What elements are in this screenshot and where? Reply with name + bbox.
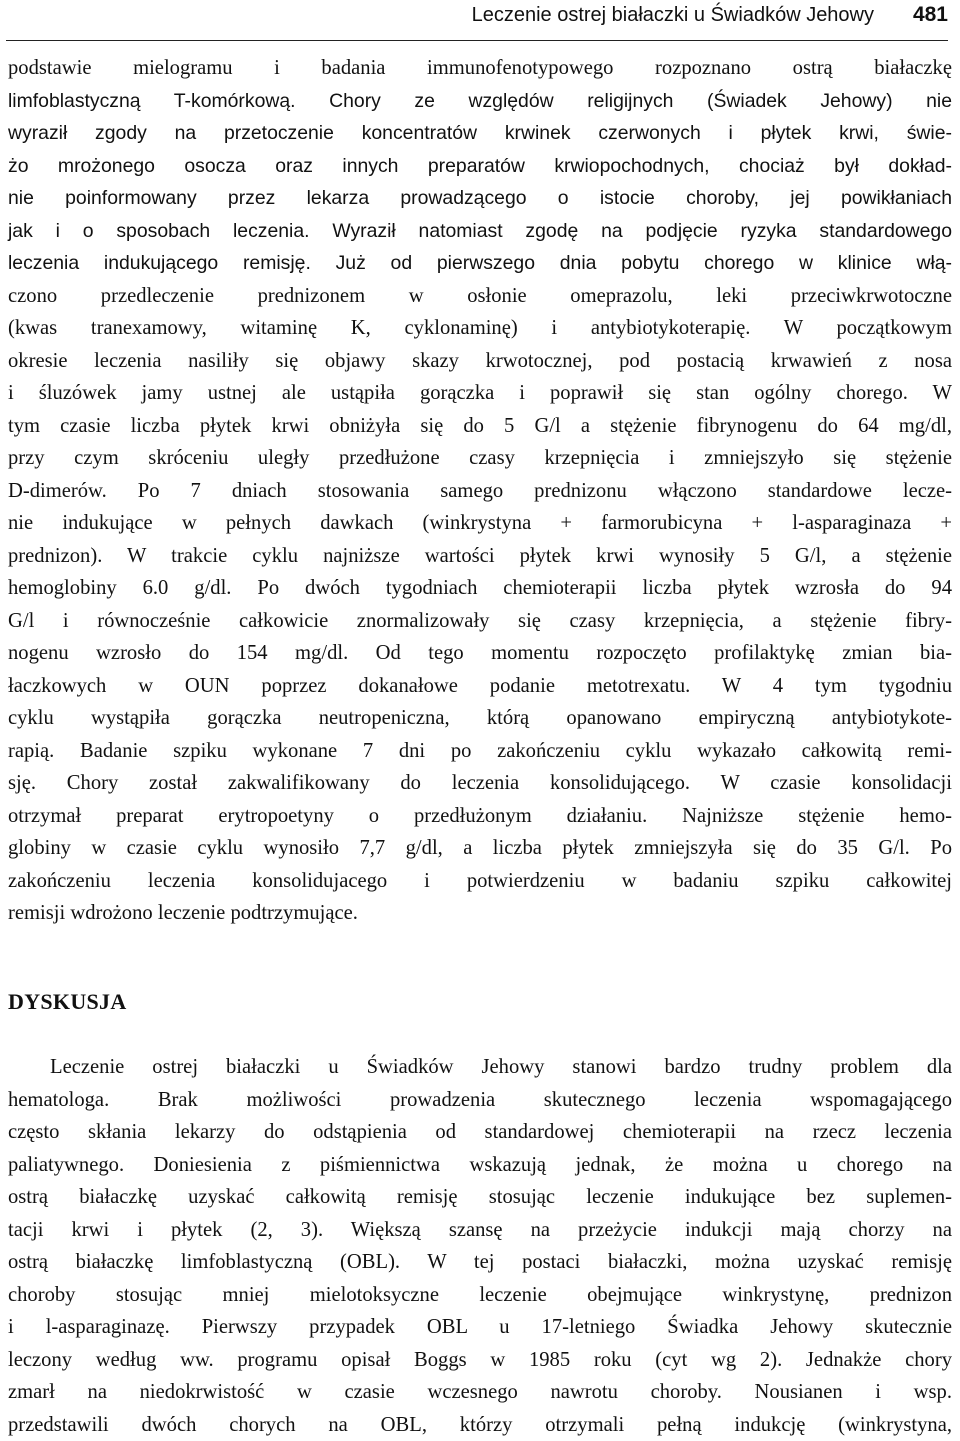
text-line: cyklu wystąpiła gorączka neutropeniczna, którą opanowano empiryczną antybiotykote- — [8, 702, 952, 735]
text-line: Leczenie ostrej białaczki u Świadków Jehowy stanowi bardzo trudny problem dla — [8, 1051, 952, 1084]
text-line: i śluzówek jamy ustnej ale ustąpiła gorączka i poprawił się stan ogólny chorego. W — [8, 377, 952, 410]
text-line: przy czym skróceniu uległy przedłużone czasy krzepnięcia i zmniejszyło się stężenie — [8, 442, 952, 475]
text-line: remisji wdrożono leczenie podtrzymujące. — [8, 897, 952, 930]
section-heading-dyskusja: DYSKUSJA — [8, 989, 127, 1015]
text-line: ostrą białaczkę limfoblastyczną (OBL). W tej postaci białaczki, można uzyskać remisję — [8, 1246, 952, 1279]
text-line: rapią. Badanie szpiku wykonane 7 dni po zakończeniu cyklu wykazało całkowitą remi- — [8, 735, 952, 768]
text-line: nogenu wzrosło do 154 mg/dl. Od tego momentu rozpoczęto profilaktykę zmian bia- — [8, 637, 952, 670]
text-line: okresie leczenia nasiliły się objawy skazy krwotocznej, pod postacią krwawień z nosa — [8, 345, 952, 378]
text-line: D-dimerów. Po 7 dniach stosowania samego prednizonu włączono standardowe lecze- — [8, 475, 952, 508]
text-line: łaczkowych w OUN poprzez dokanałowe podanie metotrexatu. W 4 tym tygodniu — [8, 670, 952, 703]
text-line: leczenia indukującego remisję. Już od pierwszego dnia pobytu chorego w klinice włą- — [8, 247, 952, 280]
text-line: zmarł na niedokrwistość w czasie wczesnego nawrotu choroby. Nousianen i wsp. — [8, 1376, 952, 1409]
running-title: Leczenie ostrej białaczki u Świadków Jehowy — [472, 4, 874, 27]
text-line: zakończeniu leczenia konsolidujacego i potwierdzeniu w badaniu szpiku całkowitej — [8, 865, 952, 898]
header-divider — [6, 40, 948, 41]
text-line: sję. Chory został zakwalifikowany do leczenia konsolidującego. W czasie konsolidacji — [8, 767, 952, 800]
text-line: przedstawili dwóch chorych na OBL, którzy otrzymali pełną indukcję (winkrystyna, — [8, 1409, 952, 1441]
text-line: tacji krwi i płytek (2, 3). Większą szansę na przeżycie indukcji mają chorzy na — [8, 1214, 952, 1247]
text-line: globiny w czasie cyklu wynosiło 7,7 g/dl, a liczba płytek zmniejszyła się do 35 G/l. Po — [8, 832, 952, 865]
text-line: i l-asparaginazę. Pierwszy przypadek OBL u 17-letniego Świadka Jehowy skutecznie — [8, 1311, 952, 1344]
text-line: wyraził zgody na przetoczenie koncentratów krwinek czerwonych i płytek krwi, świe- — [8, 117, 952, 150]
text-line: ostrą białaczkę uzyskać całkowitą remisję stosując leczenie indukujące bez suplemen- — [8, 1181, 952, 1214]
text-line: podstawie mielogramu i badania immunofenotypowego rozpoznano ostrą białaczkę — [8, 52, 952, 85]
text-line: (kwas tranexamowy, witaminę K, cyklonaminę) i antybiotykoterapię. W początkowym — [8, 312, 952, 345]
text-line: nie poinformowany przez lekarza prowadzącego o istocie choroby, jej powikłaniach — [8, 182, 952, 215]
case-description-paragraph — [8, 52, 952, 930]
discussion-paragraph — [8, 1051, 952, 1441]
text-line: czono przedleczenie prednizonem w osłonie omeprazolu, leki przeciwkrwotoczne — [8, 280, 952, 313]
text-line: nie indukujące w pełnych dawkach (winkrystyna + farmorubicyna + l-asparaginaza + — [8, 507, 952, 540]
text-line: leczony według ww. programu opisał Boggs w 1985 roku (cyt wg 2). Jednakże chory — [8, 1344, 952, 1377]
text-line: jak i o sposobach leczenia. Wyraził natomiast zgodę na podjęcie ryzyka standardowego — [8, 215, 952, 248]
text-line: często skłania lekarzy do odstąpienia od standardowej chemioterapii na rzecz leczenia — [8, 1116, 952, 1149]
text-line: choroby stosując mniej mielotoksyczne leczenie obejmujące winkrystynę, prednizon — [8, 1279, 952, 1312]
text-line: limfoblastyczną T-komórkową. Chory ze względów religijnych (Świadek Jehowy) nie — [8, 85, 952, 118]
page-number: 481 — [913, 3, 948, 27]
text-line: paliatywnego. Doniesienia z piśmiennictwa wskazują jednak, że można u chorego na — [8, 1149, 952, 1182]
text-line: tym czasie liczba płytek krwi obniżyła się do 5 G/l a stężenie fibrynogenu do 64 mg/dl, — [8, 410, 952, 443]
running-header — [0, 0, 960, 44]
text-line: hematologa. Brak możliwości prowadzenia skutecznego leczenia wspomagającego — [8, 1084, 952, 1117]
text-line: żo mrożonego osocza oraz innych preparatów krwiopochodnych, chociaż był dokład- — [8, 150, 952, 183]
text-line: prednizon). W trakcie cyklu najniższe wartości płytek krwi wynosiły 5 G/l, a stężenie — [8, 540, 952, 573]
text-line: otrzymał preparat erytropoetyny o przedłużonym działaniu. Najniższe stężenie hemo- — [8, 800, 952, 833]
text-line: G/l i równocześnie całkowicie znormalizowały się czasy krzepnięcia, a stężenie fibry- — [8, 605, 952, 638]
text-line: hemoglobiny 6.0 g/dl. Po dwóch tygodniach chemioterapii liczba płytek wzrosła do 94 — [8, 572, 952, 605]
